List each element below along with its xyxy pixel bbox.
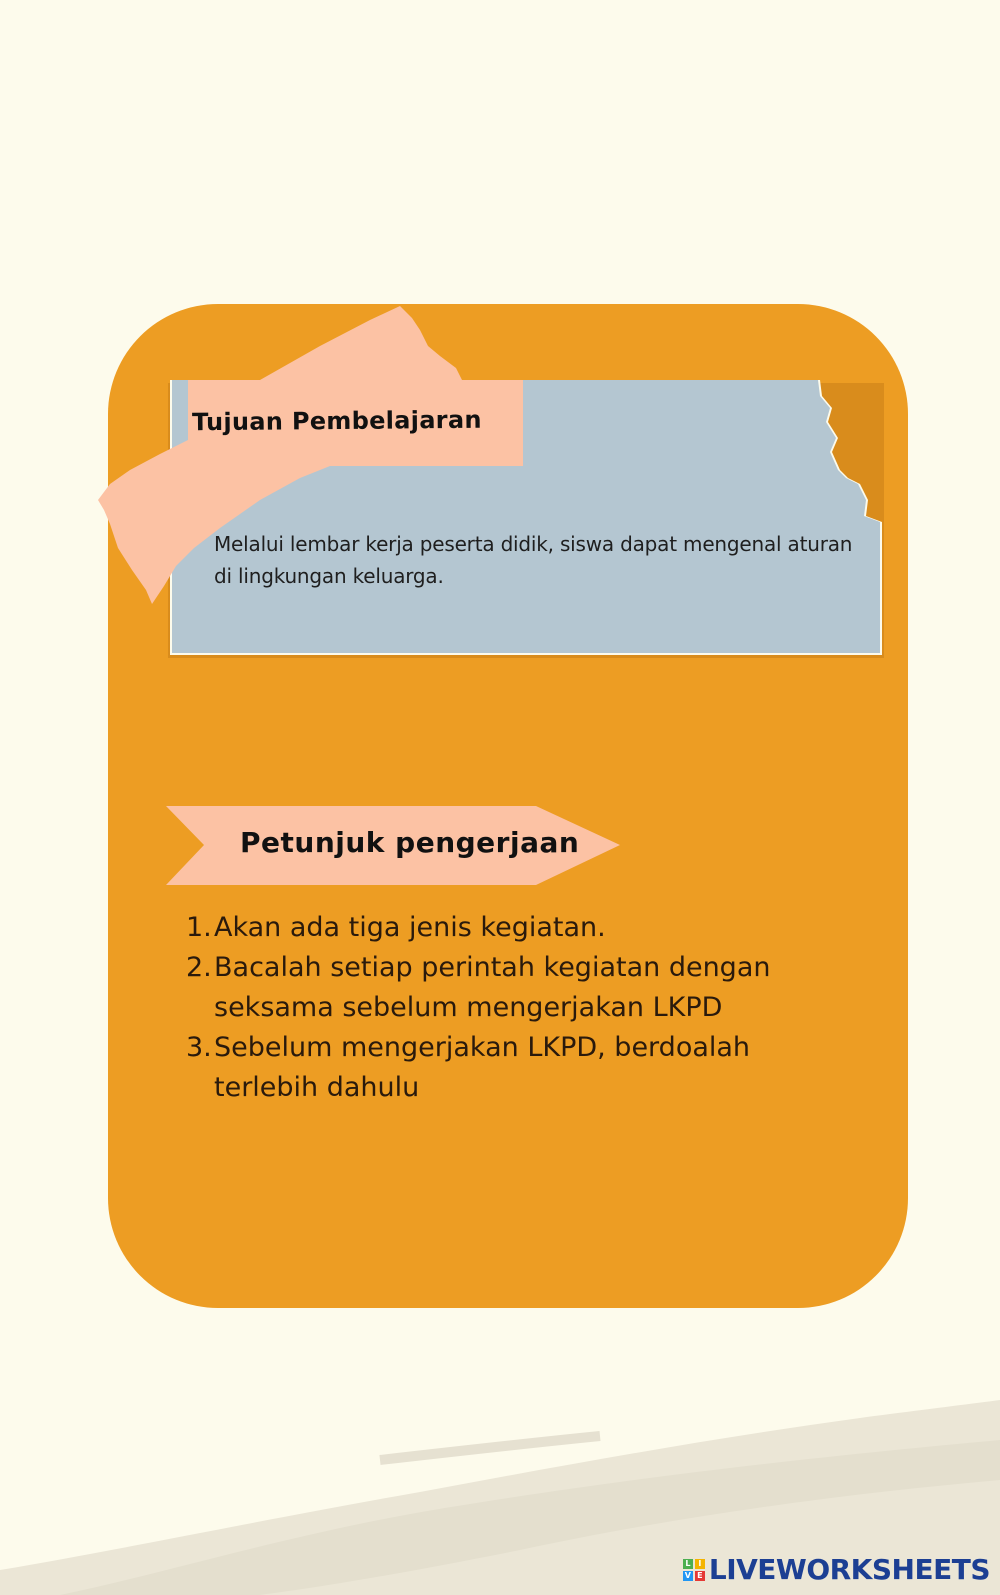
objective-title: Tujuan Pembelajaran: [191, 405, 482, 437]
list-item: [186, 1028, 826, 1108]
list-item: [186, 948, 826, 1028]
instructions-title: Petunjuk pengerjaan: [240, 826, 580, 859]
liveworksheets-logo: [683, 1553, 990, 1586]
step-text: Bacalah setiap perintah kegiatan dengan seksama sebelum mengerjakan LKPD: [214, 952, 771, 1023]
logo-mark-icon: L I V E: [683, 1559, 705, 1581]
step-text: Sebelum mengerjakan LKPD, berdoalah terlebih dahulu: [214, 1032, 751, 1103]
step-number: 1.: [186, 912, 212, 943]
logo-text: LIVEWORKSHEETS: [708, 1553, 990, 1586]
list-item: [186, 908, 826, 948]
step-number: 3.: [186, 1032, 212, 1063]
objective-text: Melalui lembar kerja peserta didik, siswa dapat mengenal aturan di lingkungan keluarga.: [214, 532, 853, 588]
step-number: 2.: [186, 952, 212, 983]
instructions-list: [186, 908, 826, 1108]
step-text: Akan ada tiga jenis kegiatan.: [214, 912, 606, 943]
